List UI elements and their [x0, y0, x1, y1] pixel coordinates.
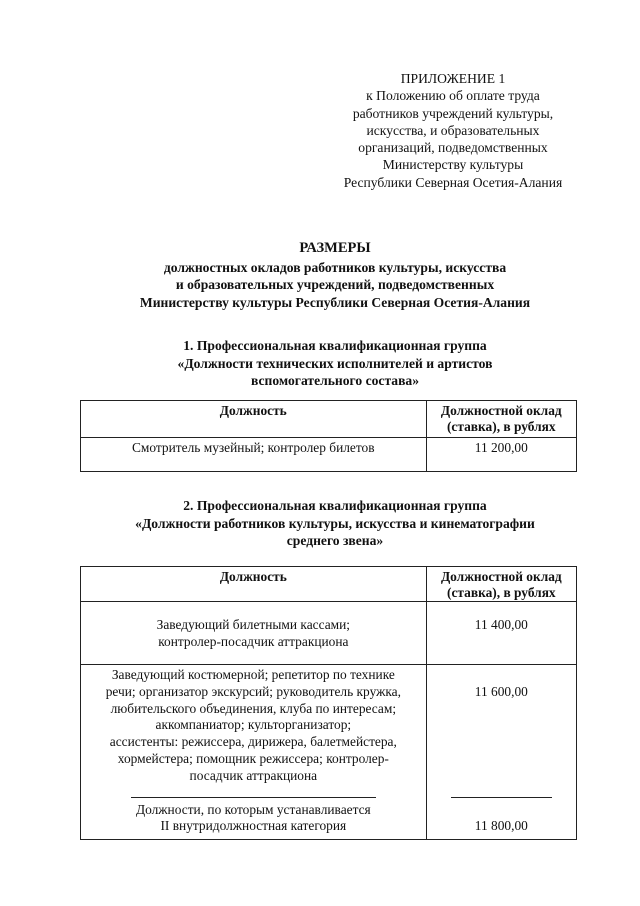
group2-title: [80, 497, 590, 550]
title-heading: РАЗМЕРЫ: [299, 240, 371, 256]
position-header-cell: [81, 567, 427, 602]
position-header: Должность: [219, 403, 287, 418]
salary-header-cell: [426, 401, 576, 438]
position-text: Смотритель музейный; контролер билетов: [131, 440, 375, 455]
salary-value: 11 400,00: [474, 617, 528, 632]
table-header-row: [81, 567, 577, 602]
salary-value: 11 800,00: [474, 817, 528, 833]
title-line: Министерству культуры Республики Северная Осетия-Алания: [139, 294, 531, 310]
position-text: Должности, по которым устанавливается: [135, 801, 371, 817]
group2-table: [80, 566, 577, 840]
position-text: ассистенты: режиссера, дирижера, балетмейстера,: [109, 734, 397, 750]
salary-header-line: (ставка), в рублях: [446, 419, 556, 434]
title-line: и образовательных учреждений, подведомственных: [175, 277, 495, 292]
group-title-line: 1. Профессиональная квалификационная группа: [183, 338, 487, 353]
position-text: аккомпаниатор; культорганизатор;: [155, 717, 352, 733]
group-title-line: 2. Профессиональная квалификационная группа: [183, 498, 487, 513]
salary-cell: [426, 438, 576, 472]
salary-header-line: (ставка), в рублях: [447, 585, 556, 600]
group-title-line: «Должности работников культуры, искусства и кинематографии: [135, 515, 535, 531]
salary-value: 11 600,00: [474, 684, 528, 699]
appendix-line: искусства, и образовательных: [366, 122, 540, 138]
position-header: Должность: [219, 569, 287, 584]
position-text: Заведующий билетными кассами;: [156, 617, 351, 632]
appendix-line: к Положению об оплате труда: [366, 88, 540, 104]
position-text: посадчик аттракциона: [189, 767, 318, 783]
position-cell: [81, 665, 427, 840]
table-header-row: [81, 401, 577, 438]
salary-cell: [426, 665, 576, 840]
salary-header-line: Должностной оклад: [440, 403, 562, 418]
divider: [131, 797, 376, 798]
group-title-line: вспомогательного состава»: [250, 373, 420, 388]
position-text: любительского объединения, клуба по интересам;: [110, 700, 397, 716]
position-text: контролер-посадчик аттракциона: [158, 633, 349, 649]
salary-cell: [426, 602, 576, 665]
appendix-line: ПРИЛОЖЕНИЕ 1: [400, 71, 506, 86]
appendix-line: работников учреждений культуры,: [352, 105, 554, 121]
title-line: должностных окладов работников культуры, искусства: [163, 259, 507, 275]
table-row: [81, 665, 577, 840]
group-title-line: «Должности технических исполнителей и артистов: [177, 355, 493, 371]
group1-title: [80, 337, 590, 390]
position-text: Заведующий костюмерной; репетитор по технике: [111, 667, 395, 682]
position-cell: [81, 602, 427, 665]
salary-header-cell: [426, 567, 576, 602]
salary-header-line: Должностной оклад: [440, 569, 562, 584]
group-title-line: среднего звена»: [286, 533, 384, 548]
table-row: [81, 438, 577, 472]
position-text: хормейстера; помощник режиссера; контролер-: [117, 750, 389, 766]
appendix-line: Республики Северная Осетия-Алания: [343, 174, 563, 190]
table-row: [81, 602, 577, 665]
appendix-line: организаций, подведомственных: [358, 140, 548, 156]
position-header-cell: [81, 401, 427, 438]
appendix-line: Министерству культуры: [382, 157, 524, 173]
appendix-header: [328, 70, 578, 191]
document-title: [80, 240, 590, 311]
position-text: речи; организатор экскурсий; руководитель кружка,: [105, 683, 401, 699]
salary-value: 11 200,00: [474, 440, 528, 455]
position-cell: [81, 438, 427, 472]
position-text: II внутридолжностная категория: [160, 818, 347, 834]
group1-table: [80, 400, 577, 472]
